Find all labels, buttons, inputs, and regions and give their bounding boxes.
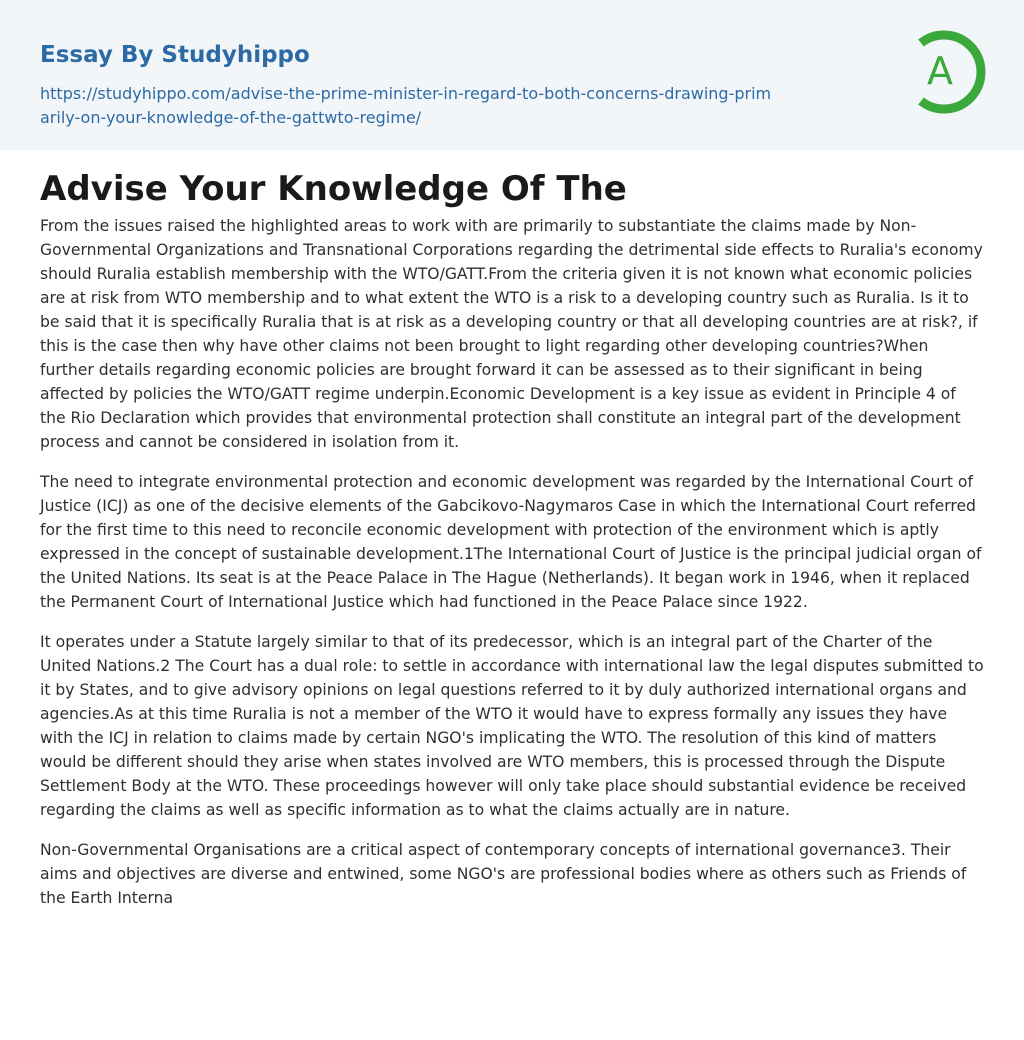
- article-paragraph: Non-Governmental Organisations are a critical aspect of contemporary concepts of international governance3. Their aims and objectives are diverse and entwined, some NGO's are professional bodies where as others such as Friends of the Earth Interna: [40, 841, 967, 907]
- page-title: Advise Your Knowledge Of The: [40, 169, 627, 209]
- article-paragraph: From the issues raised the highlighted areas to work with are primarily to substantiate the claims made by Non-Governmental Organizations and Transnational Corporations regarding the detrimental side effects to Ruralia's economy should Ruralia establish membership with the WTO/GATT.From the criteria given it is not known what economic policies are at risk from WTO membership and to what extent the WTO is a risk to a developing country such as Ruralia. Is it to be said that it is specifically Ruralia that is at risk as a developing country or that all developing countries are at risk?, if this is the case then why have other claims not been brought to light regarding other developing countries?When further details regarding economic policies are brought forward it can be assessed as to their significant in being affected by policies the WTO/GATT regime underpin.Economic Development is a key issue as evident in Principle 4 of the Rio Declaration which provides that environmental protection shall constitute an integral part of the development process and cannot be considered in isolation from it.: [40, 217, 983, 451]
- article: [0, 150, 1024, 910]
- site-brand[interactable]: Essay By Studyhippo: [40, 42, 310, 68]
- article-paragraph: It operates under a Statute largely similar to that of its predecessor, which is an integral part of the Charter of the United Nations.2 The Court has a dual role: to settle in accordance with international law the legal disputes submitted to it by States, and to give advisory opinions on legal questions referred to it by duly authorized international organs and agencies.As at this time Ruralia is not a member of the WTO it would have to express formally any issues they have with the ICJ in relation to claims made by certain NGO's implicating the WTO. The resolution of this kind of matters would be different should they arise when states involved are WTO members, this is processed through the Dispute Settlement Body at the WTO. These proceedings however will only take place should substantial evidence be received regarding the claims as well as specific information as to what the claims actually are in nature.: [40, 633, 984, 819]
- studyhippo-logo-icon[interactable]: [902, 28, 988, 116]
- article-paragraph: The need to integrate environmental protection and economic development was regarded by the International Court of Justice (ICJ) as one of the decisive elements of the Gabcikovo-Nagymaros Case in which the International Court referred for the first time to this need to reconcile economic development with protection of the environment which is aptly expressed in the concept of sustainable development.1The International Court of Justice is the principal judicial organ of the United Nations. Its seat is at the Peace Palace in The Hague (Netherlands). It began work in 1946, when it replaced the Permanent Court of International Justice which had functioned in the Peace Palace since 1922.: [40, 473, 982, 611]
- site-header: [0, 0, 1024, 150]
- logo-letter: A: [927, 49, 953, 93]
- essay-url-link[interactable]: https://studyhippo.com/advise-the-prime-minister-in-regard-to-both-concerns-drawing-primarily-on-your-knowledge-of-the-gattwto-regime/: [40, 84, 772, 127]
